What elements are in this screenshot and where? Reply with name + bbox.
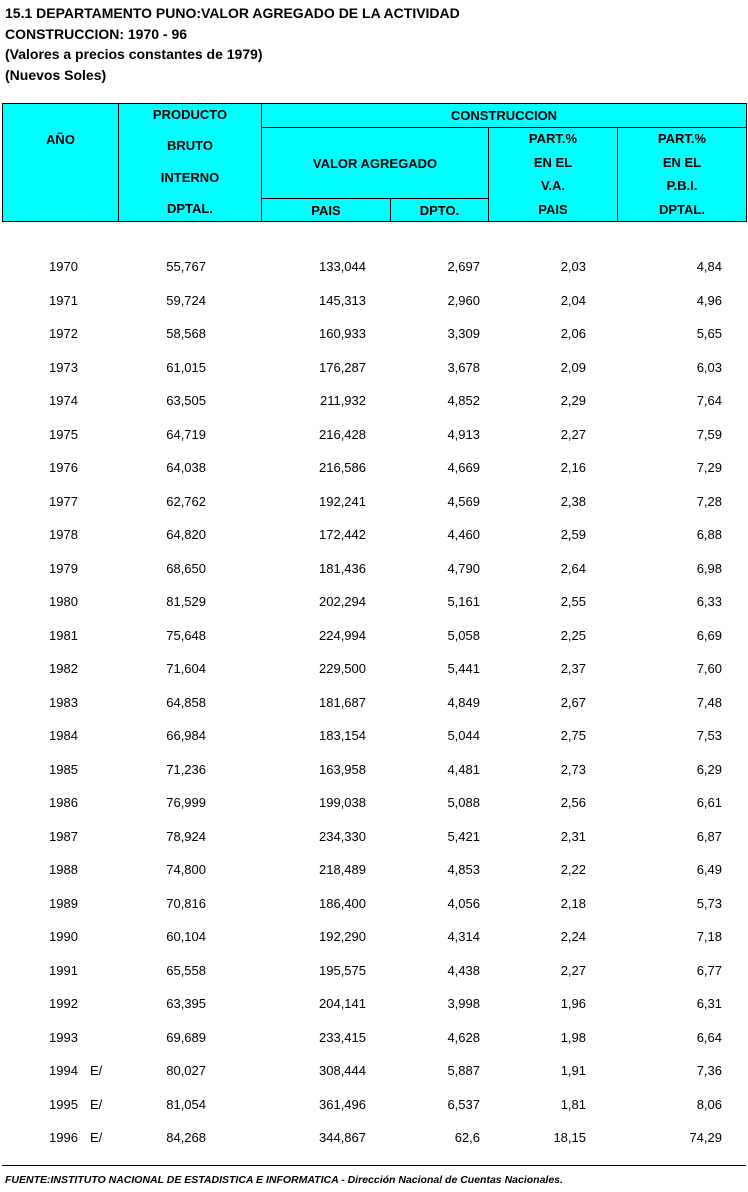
cell-pbi: 64,038 — [166, 460, 206, 475]
cell-dpto: 5,058 — [447, 627, 480, 643]
cell-part-pbi: 6,98 — [696, 560, 722, 576]
cell-part-pbi: 6,03 — [696, 359, 722, 375]
cell-pais: 163,958 — [319, 761, 366, 777]
cell-pbi: 69,689 — [166, 1029, 206, 1045]
cell-year: 1983 — [49, 694, 78, 710]
cell-part-pbi: 5,65 — [696, 326, 722, 341]
cell-part-pbi: 7,48 — [696, 694, 722, 710]
cell-part-pbi: 5,73 — [696, 895, 722, 911]
cell-pbi: 64,858 — [166, 694, 206, 710]
cell-part-pbi: 6,31 — [696, 996, 722, 1011]
cell-dpto: 5,421 — [447, 828, 480, 844]
cell-pbi: 63,395 — [166, 996, 206, 1011]
table-row — [0, 352, 748, 386]
cell-part-pbi: 6,61 — [696, 795, 722, 810]
cell-part-va: 2,06 — [560, 326, 586, 341]
title-line-3: (Valores a precios constantes de 1979) — [5, 46, 263, 62]
header-construccion: CONSTRUCCION — [262, 104, 747, 128]
cell-dpto: 4,849 — [447, 694, 480, 710]
cell-pais: 204,141 — [319, 996, 366, 1011]
cell-pais: 181,687 — [319, 694, 366, 710]
table-row — [0, 754, 748, 788]
cell-year: 1989 — [49, 895, 78, 911]
cell-dpto: 4,460 — [447, 527, 480, 542]
cell-pbi: 74,800 — [166, 862, 206, 877]
header-dpto: DPTO. — [391, 199, 489, 222]
table-row — [0, 888, 748, 922]
cell-dpto: 4,669 — [447, 460, 480, 475]
cell-pbi: 76,999 — [166, 795, 206, 810]
cell-dpto: 2,960 — [447, 292, 480, 308]
cell-part-pbi: 8,06 — [696, 1096, 722, 1112]
cell-part-va: 2,29 — [560, 393, 586, 408]
cell-flag: E/ — [90, 1096, 103, 1112]
source-note: FUENTE:INSTITUTO NACIONAL DE ESTADISTICA E INFORMATICA - Dirección Nacional de Cuentas Nacionales. — [5, 1174, 563, 1186]
cell-pais: 133,044 — [319, 259, 366, 274]
cell-pais: 181,436 — [319, 560, 366, 576]
cell-dpto: 3,678 — [447, 359, 480, 375]
cell-pais: 233,415 — [319, 1029, 366, 1045]
cell-dpto: 3,998 — [447, 996, 480, 1011]
footer-rule — [2, 1165, 746, 1166]
cell-pais: 218,489 — [319, 862, 366, 877]
cell-dpto: 5,088 — [447, 795, 480, 810]
cell-pbi: 58,568 — [166, 326, 206, 341]
table-row — [0, 318, 748, 352]
cell-pais: 195,575 — [319, 962, 366, 978]
cell-part-va: 2,37 — [560, 661, 586, 676]
cell-pais: 202,294 — [319, 594, 366, 609]
cell-year: 1992 — [49, 996, 78, 1011]
cell-part-pbi: 7,18 — [696, 929, 722, 944]
table-row — [0, 251, 748, 285]
cell-pbi: 64,719 — [166, 426, 206, 442]
cell-part-pbi: 6,88 — [696, 527, 722, 542]
cell-pbi: 78,924 — [166, 828, 206, 844]
cell-pais: 361,496 — [319, 1096, 366, 1112]
table-row — [0, 285, 748, 319]
cell-year: 1995 — [49, 1096, 78, 1112]
cell-pbi: 71,236 — [166, 761, 206, 777]
cell-part-va: 2,27 — [560, 426, 586, 442]
cell-part-pbi: 4,84 — [696, 259, 722, 274]
cell-year: 1972 — [49, 326, 78, 341]
cell-dpto: 62,6 — [454, 1130, 480, 1145]
table-row — [0, 486, 748, 520]
cell-year: 1982 — [49, 661, 78, 676]
cell-pbi: 84,268 — [166, 1130, 206, 1145]
cell-part-va: 1,91 — [560, 1063, 586, 1078]
cell-dpto: 4,481 — [447, 761, 480, 777]
cell-pbi: 71,604 — [166, 661, 206, 676]
cell-part-pbi: 6,64 — [696, 1029, 722, 1045]
cell-flag: E/ — [90, 1130, 103, 1145]
cell-part-pbi: 6,33 — [696, 594, 722, 609]
cell-part-va: 2,22 — [560, 862, 586, 877]
cell-pbi: 81,529 — [166, 594, 206, 609]
cell-year: 1996 — [49, 1130, 78, 1145]
cell-dpto: 4,056 — [447, 895, 480, 911]
cell-pais: 234,330 — [319, 828, 366, 844]
cell-part-va: 2,24 — [560, 929, 586, 944]
cell-pbi: 55,767 — [166, 259, 206, 274]
cell-part-va: 18,15 — [553, 1130, 586, 1145]
table-row — [0, 586, 748, 620]
cell-year: 1979 — [49, 560, 78, 576]
cell-part-va: 2,64 — [560, 560, 586, 576]
table-body — [0, 251, 748, 1156]
table-row — [0, 988, 748, 1022]
cell-year: 1978 — [49, 527, 78, 542]
cell-part-va: 2,67 — [560, 694, 586, 710]
cell-part-va: 2,75 — [560, 728, 586, 743]
cell-year: 1980 — [49, 594, 78, 609]
cell-dpto: 5,887 — [447, 1063, 480, 1078]
cell-pbi: 62,762 — [166, 493, 206, 509]
cell-part-va: 2,03 — [560, 259, 586, 274]
cell-part-pbi: 7,28 — [696, 493, 722, 509]
cell-pbi: 75,648 — [166, 627, 206, 643]
cell-pbi: 81,054 — [166, 1096, 206, 1112]
table-row — [0, 385, 748, 419]
cell-part-pbi: 4,96 — [696, 292, 722, 308]
cell-part-va: 1,98 — [560, 1029, 586, 1045]
cell-pbi: 70,816 — [166, 895, 206, 911]
cell-pais: 344,867 — [319, 1130, 366, 1145]
header-anio: AÑO — [3, 104, 119, 222]
cell-pbi: 66,984 — [166, 728, 206, 743]
cell-year: 1994 — [49, 1063, 78, 1078]
cell-pbi: 60,104 — [166, 929, 206, 944]
table-row — [0, 787, 748, 821]
cell-pais: 224,994 — [319, 627, 366, 643]
cell-pais: 216,428 — [319, 426, 366, 442]
cell-part-va: 2,73 — [560, 761, 586, 777]
cell-part-va: 2,25 — [560, 627, 586, 643]
cell-year: 1986 — [49, 795, 78, 810]
cell-part-pbi: 7,29 — [696, 460, 722, 475]
cell-dpto: 4,569 — [447, 493, 480, 509]
cell-part-va: 1,96 — [560, 996, 586, 1011]
cell-pbi: 61,015 — [166, 359, 206, 375]
cell-part-va: 2,31 — [560, 828, 586, 844]
cell-part-va: 2,59 — [560, 527, 586, 542]
cell-part-pbi: 7,64 — [696, 393, 722, 408]
cell-year: 1981 — [49, 627, 78, 643]
table-row — [0, 821, 748, 855]
cell-pais: 160,933 — [319, 326, 366, 341]
cell-part-pbi: 7,53 — [696, 728, 722, 743]
cell-year: 1973 — [49, 359, 78, 375]
table-row — [0, 854, 748, 888]
cell-year: 1988 — [49, 862, 78, 877]
header-part-va: PART.% EN EL V.A. PAIS — [489, 128, 618, 222]
cell-pais: 308,444 — [319, 1063, 366, 1078]
cell-pbi: 65,558 — [166, 962, 206, 978]
cell-pais: 211,932 — [319, 393, 366, 408]
cell-dpto: 4,628 — [447, 1029, 480, 1045]
table-row — [0, 519, 748, 553]
cell-dpto: 5,441 — [447, 661, 480, 676]
cell-part-pbi: 6,77 — [696, 962, 722, 978]
cell-year: 1974 — [49, 393, 78, 408]
cell-dpto: 3,309 — [447, 326, 480, 341]
cell-part-va: 2,27 — [560, 962, 586, 978]
cell-dpto: 5,161 — [447, 594, 480, 609]
table-row — [0, 653, 748, 687]
cell-year: 1975 — [49, 426, 78, 442]
cell-pbi: 63,505 — [166, 393, 206, 408]
cell-part-va: 2,09 — [560, 359, 586, 375]
cell-pais: 192,290 — [319, 929, 366, 944]
table-row — [0, 553, 748, 587]
cell-year: 1971 — [49, 292, 78, 308]
cell-dpto: 4,913 — [447, 426, 480, 442]
cell-dpto: 4,853 — [447, 862, 480, 877]
table-row — [0, 620, 748, 654]
cell-part-va: 2,18 — [560, 895, 586, 911]
cell-pbi: 80,027 — [166, 1063, 206, 1078]
cell-year: 1993 — [49, 1029, 78, 1045]
cell-pais: 145,313 — [319, 292, 366, 308]
cell-dpto: 4,790 — [447, 560, 480, 576]
cell-year: 1976 — [49, 460, 78, 475]
cell-pbi: 64,820 — [166, 527, 206, 542]
cell-part-pbi: 6,49 — [696, 862, 722, 877]
header-valor-agregado: VALOR AGREGADO — [262, 128, 489, 199]
table-header — [2, 103, 747, 222]
cell-part-va: 2,55 — [560, 594, 586, 609]
cell-part-va: 2,16 — [560, 460, 586, 475]
table-row — [0, 955, 748, 989]
cell-pbi: 59,724 — [166, 292, 206, 308]
title-line-4: (Nuevos Soles) — [5, 66, 107, 83]
cell-dpto: 4,852 — [447, 393, 480, 408]
cell-pais: 199,038 — [319, 795, 366, 810]
cell-year: 1985 — [49, 761, 78, 777]
table-row — [0, 1022, 748, 1056]
cell-pais: 186,400 — [319, 895, 366, 911]
cell-part-pbi: 7,60 — [696, 661, 722, 676]
cell-pais: 229,500 — [319, 661, 366, 676]
cell-dpto: 6,537 — [447, 1096, 480, 1112]
cell-dpto: 4,438 — [447, 962, 480, 978]
cell-dpto: 2,697 — [447, 259, 480, 274]
cell-part-pbi: 7,36 — [696, 1063, 722, 1078]
table-row — [0, 1055, 748, 1089]
cell-dpto: 4,314 — [447, 929, 480, 944]
table-row — [0, 921, 748, 955]
header-part-pbi: PART.% EN EL P.B.I. DPTAL. — [618, 128, 747, 222]
table-row — [0, 1122, 748, 1156]
table-row — [0, 452, 748, 486]
table-row — [0, 687, 748, 721]
cell-pais: 216,586 — [319, 460, 366, 475]
cell-year: 1984 — [49, 728, 78, 743]
cell-year: 1977 — [49, 493, 78, 509]
cell-part-pbi: 6,29 — [696, 761, 722, 777]
cell-part-va: 2,04 — [560, 292, 586, 308]
cell-year: 1991 — [49, 962, 78, 978]
table-row — [0, 1089, 748, 1123]
cell-pais: 172,442 — [319, 527, 366, 542]
cell-flag: E/ — [90, 1063, 103, 1078]
cell-part-va: 1,81 — [560, 1096, 586, 1112]
cell-year: 1970 — [49, 259, 78, 274]
cell-pais: 192,241 — [319, 493, 366, 509]
cell-year: 1990 — [49, 929, 78, 944]
table-row — [0, 720, 748, 754]
cell-pbi: 68,650 — [166, 560, 206, 576]
cell-part-va: 2,56 — [560, 795, 586, 810]
title-line-2: CONSTRUCCION: 1970 - 96 — [5, 25, 188, 42]
cell-part-pbi: 74,29 — [689, 1130, 722, 1145]
cell-part-va: 2,38 — [560, 493, 586, 509]
table-row — [0, 419, 748, 453]
header-pbi: PRODUCTO BRUTO INTERNO DPTAL. — [119, 104, 262, 222]
cell-part-pbi: 6,87 — [696, 828, 722, 844]
cell-pais: 176,287 — [319, 359, 366, 375]
header-pais: PAIS — [262, 199, 391, 222]
cell-year: 1987 — [49, 828, 78, 844]
cell-part-pbi: 6,69 — [696, 627, 722, 643]
cell-dpto: 5,044 — [447, 728, 480, 743]
cell-part-pbi: 7,59 — [696, 426, 722, 442]
title-line-1: 15.1 DEPARTAMENTO PUNO:VALOR AGREGADO DE LA ACTIVIDAD — [5, 5, 460, 21]
cell-pais: 183,154 — [319, 728, 366, 743]
table-title — [5, 3, 460, 85]
